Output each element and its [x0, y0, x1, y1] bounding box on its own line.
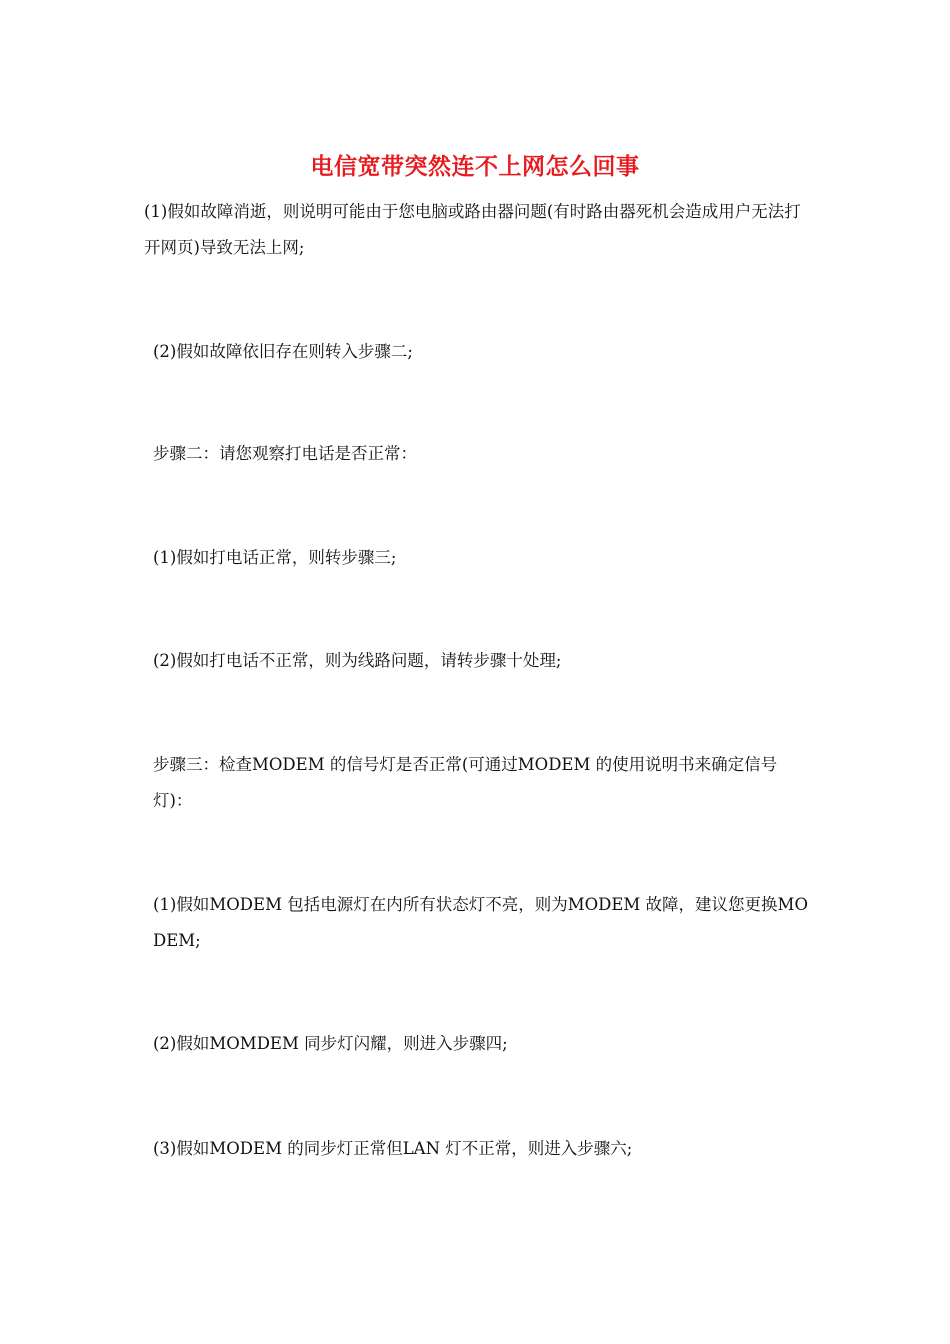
paragraph-1: (1)假如故障消逝，则说明可能由于您电脑或路由器问题(有时路由器死机会造成用户无法打开网页)导致无法上网; [144, 202, 801, 257]
document-title: 电信宽带突然连不上网怎么回事 [310, 153, 640, 180]
paragraph-3: 步骤二：请您观察打电话是否正常： [153, 444, 417, 463]
paragraph-4: (1)假如打电话正常，则转步骤三; [153, 548, 397, 567]
paragraph-5: (2)假如打电话不正常，则为线路问题，请转步骤十处理; [153, 651, 562, 670]
paragraph-2: (2)假如故障依旧存在则转入步骤二; [153, 342, 413, 361]
paragraph-9: (3)假如MODEM 的同步灯正常但LAN 灯不正常，则进入步骤六; [153, 1139, 633, 1158]
paragraph-8: (2)假如MOMDEM 同步灯闪耀，则进入步骤四; [153, 1034, 508, 1053]
paragraph-7: (1)假如MODEM 包括电源灯在内所有状态灯不亮，则为MODEM 故障，建议您更换MODEM; [153, 895, 808, 950]
paragraph-6: 步骤三：检查MODEM 的信号灯是否正常(可通过MODEM 的使用说明书来确定信号灯)： [153, 755, 778, 810]
